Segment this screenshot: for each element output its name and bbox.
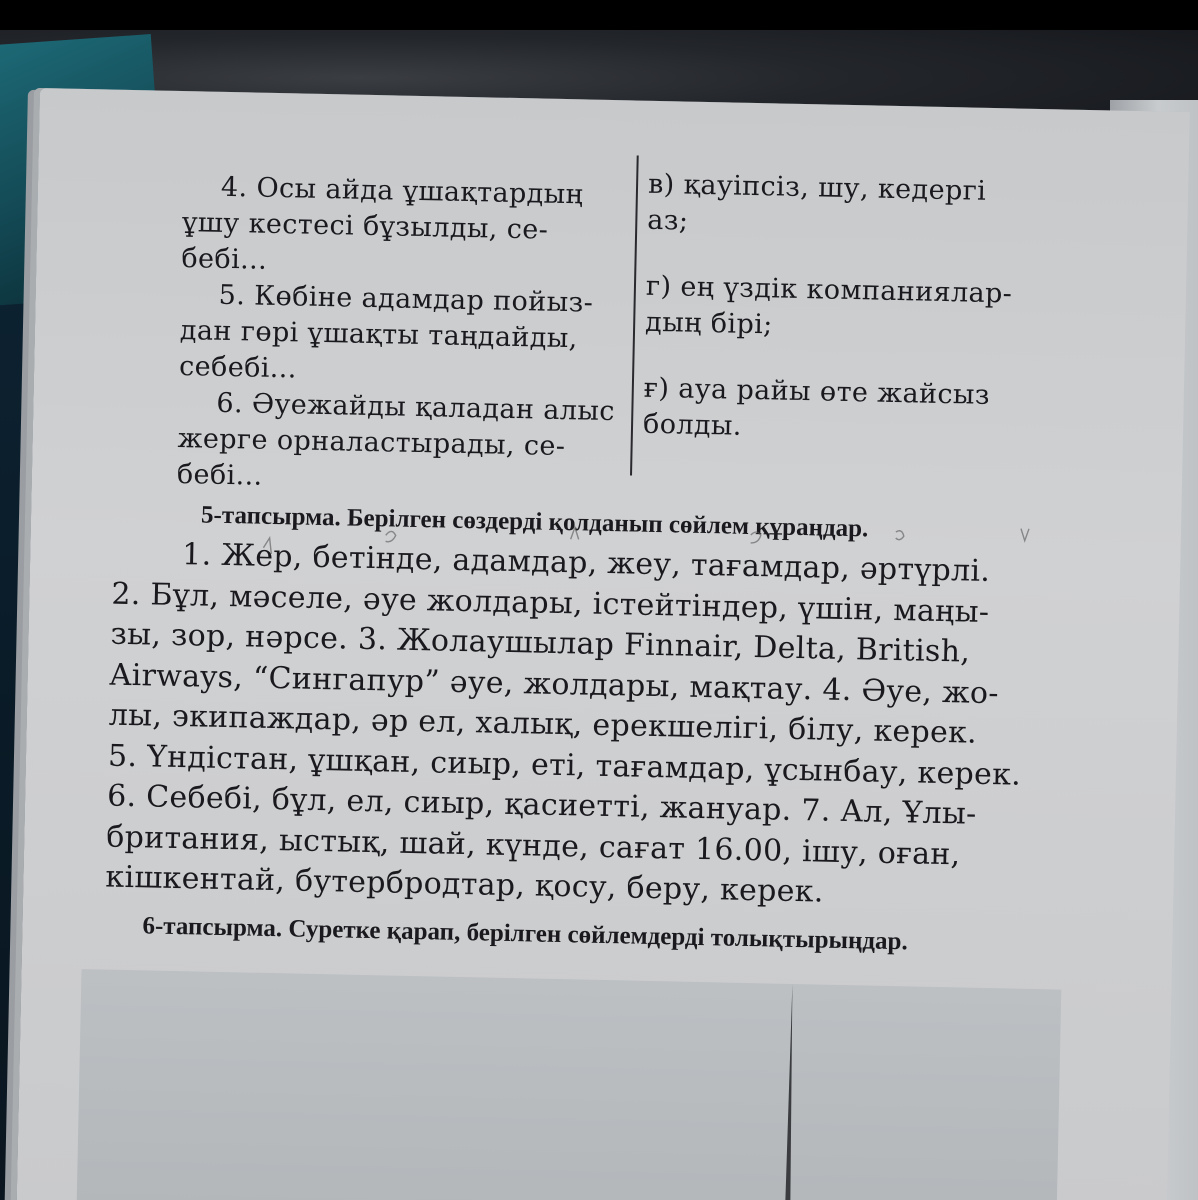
task5-line: кішкентай, бутербродтар, қосу, беру, керек.: [105, 859, 824, 910]
right-item-gh-line2: болды.: [642, 408, 743, 442]
left-item-6: [177, 385, 634, 503]
top-black-bar: [0, 0, 1198, 30]
right-item-v-line1: в) қауіпсіз, шу, кедергі: [647, 168, 987, 207]
illustration-photo: [76, 969, 1061, 1200]
textbook-page: [16, 88, 1189, 1200]
left-item-5-line3: себебі...: [178, 350, 298, 385]
tower-spire-image: [776, 984, 803, 1200]
right-item-v-line2: аз;: [647, 204, 689, 237]
left-item-6-line1: 6. Әуежайды қаладан алыс: [216, 387, 616, 428]
task5-heading: 5-тапсырма. Берілген сөздерді қолданып сөйлем құраңдар.: [200, 501, 869, 543]
task5-line: британия, ыстық, шай, күнде, сағат 16.00, ішу, оған,: [105, 819, 961, 872]
left-item-4-line1: 4. Осы айда ұшақтардың: [220, 171, 584, 211]
task5-line: 1. Жер, бетінде, адамдар, жеу, тағамдар, әртүрлі.: [181, 537, 991, 590]
task5-line: лы, экипаждар, әр ел, халық, ерекшелігі, білу, керек.: [108, 697, 978, 751]
left-item-6-line3: бебі...: [176, 458, 263, 492]
left-item-5-line2: дан гөрі ұшақты таңдайды,: [179, 314, 578, 355]
page-content: [16, 88, 1189, 1200]
left-item-4-line2: ұшу кестесі бұзылды, се-: [181, 207, 549, 246]
task5-line: Airways, “Сингапур” әуе, жолдары, мақтау. 4. Әуе, жо-: [109, 657, 1000, 711]
right-item-gh: [643, 371, 1074, 452]
left-item-5: [179, 277, 636, 395]
matching-right-column: [643, 167, 1079, 458]
right-item-g-line1: г) ең үздік компаниялар-: [645, 270, 1013, 310]
left-item-5-line1: 5. Көбіне адамдар пойыз-: [218, 279, 594, 319]
right-item-g-line2: дың бірі;: [644, 306, 774, 341]
task5-line: 6. Себебі, бұл, ел, сиыр, қасиетті, жануар. 7. Ал, Ұлы-: [106, 778, 977, 832]
right-item-g: [645, 269, 1076, 350]
left-item-4: [181, 169, 638, 287]
task5-line: 5. Үндістан, ұшқан, сиыр, еті, тағамдар, ұсынбау, керек.: [107, 738, 1022, 793]
right-item-gh-line1: ғ) ауа райы өте жайсыз: [643, 372, 991, 411]
task5-body: [105, 534, 1122, 920]
left-item-6-line2: жерге орналастырады, се-: [177, 422, 566, 463]
matching-left-column: [176, 169, 638, 508]
task5-line: 2. Бұл, мәселе, әуе жолдары, істейтіндер, үшін, маңы-: [111, 576, 990, 630]
task5-line: зы, зор, нәрсе. 3. Жолаушылар Finnair, Delta, British,: [110, 616, 971, 670]
right-item-v: [647, 167, 1078, 248]
task6-heading: 6-тапсырма. Суретке қарап, берілген сөйлемдерді толықтырыңдар.: [142, 912, 909, 956]
left-item-4-line3: бебі...: [181, 243, 268, 276]
